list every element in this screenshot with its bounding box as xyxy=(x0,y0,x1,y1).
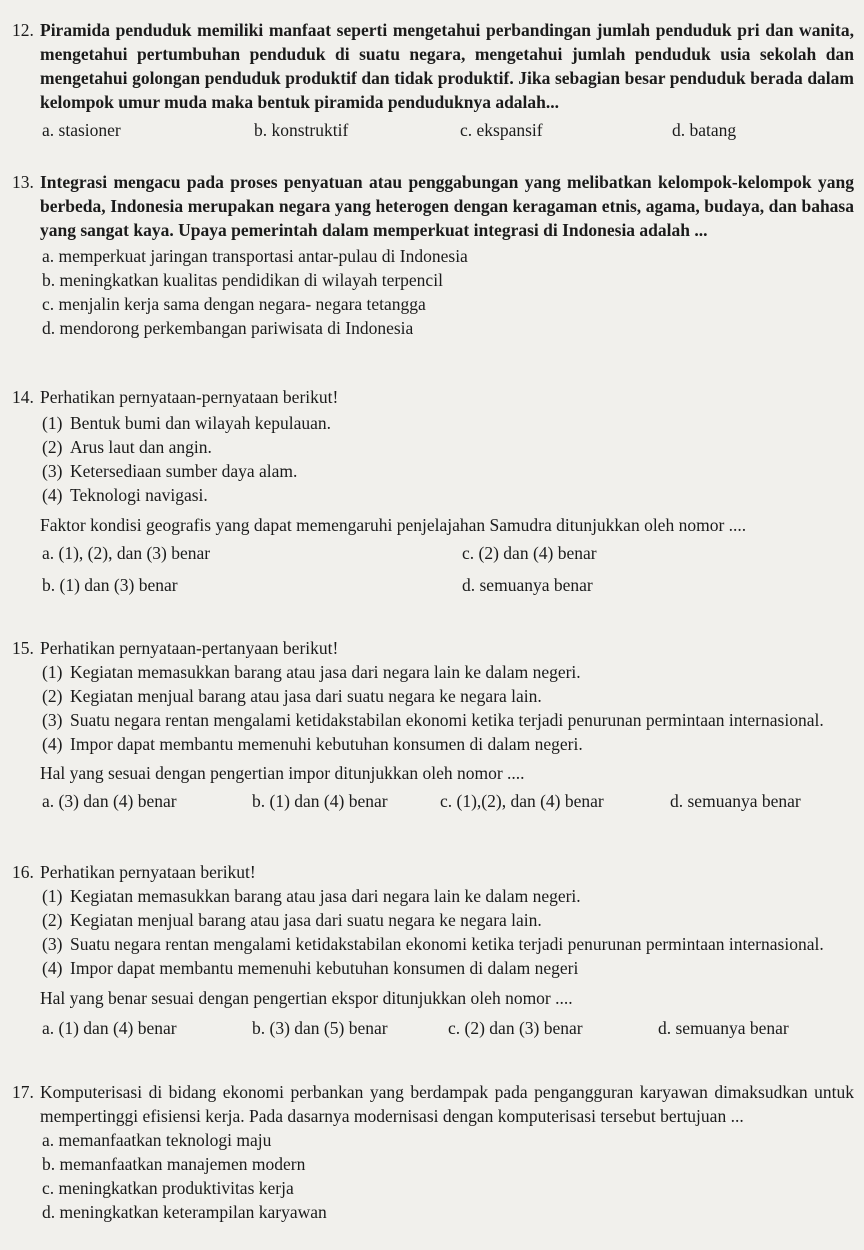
question-number: 13. xyxy=(12,172,34,192)
statement: (1) Bentuk bumi dan wilayah kepulauan. xyxy=(42,413,331,433)
option-b[interactable]: b. memanfaatkan manajemen modern xyxy=(42,1154,306,1174)
option-a[interactable]: a. stasioner xyxy=(42,120,121,140)
question-text: Perhatikan pernyataan-pernyataan berikut! xyxy=(40,387,339,407)
question-text: Integrasi mengacu pada proses penyatuan atau penggabungan yang melibatkan kelompok-kelompok yang berbeda, Indonesia merupakan negara yang heterogen dengan keragaman etnis, agama, budaya, dan bahasa yang sangat kaya. Upaya pemerintah dalam memperkuat integrasi di Indonesia adalah ... xyxy=(40,172,854,240)
question-16 xyxy=(12,860,854,1040)
statement: (4) Impor dapat membantu memenuhi kebutuhan konsumen di dalam negeri. xyxy=(42,734,583,754)
option-c[interactable]: c. (1),(2), dan (4) benar xyxy=(440,791,604,811)
question-number: 14. xyxy=(12,387,34,407)
statement: (2) Arus laut dan angin. xyxy=(42,437,212,457)
question-text: Perhatikan pernyataan-pertanyaan berikut! xyxy=(40,638,339,658)
options xyxy=(42,789,854,813)
option-c[interactable]: c. (2) dan (4) benar xyxy=(462,543,597,563)
option-d[interactable]: d. semuanya benar xyxy=(670,791,801,811)
question-number: 15. xyxy=(12,638,34,658)
options xyxy=(42,118,854,142)
option-d[interactable]: d. semuanya benar xyxy=(658,1018,789,1038)
options xyxy=(42,1016,854,1040)
statement: (3) Suatu negara rentan mengalami ketidakstabilan ekonomi ketika terjadi penurunan permintaan internasional. xyxy=(42,710,824,730)
option-c[interactable]: c. meningkatkan produktivitas kerja xyxy=(42,1178,294,1198)
statement: (2) Kegiatan menjual barang atau jasa dari suatu negara ke negara lain. xyxy=(42,686,542,706)
question-12 xyxy=(12,18,854,142)
option-d[interactable]: d. meningkatkan keterampilan karyawan xyxy=(42,1202,327,1222)
question-stem: Faktor kondisi geografis yang dapat memengaruhi penjelajahan Samudra ditunjukkan oleh nomor .... xyxy=(40,515,747,535)
option-c[interactable]: c. menjalin kerja sama dengan negara- negara tetangga xyxy=(42,294,426,314)
options xyxy=(42,1128,854,1224)
question-stem: Hal yang sesuai dengan pengertian impor ditunjukkan oleh nomor .... xyxy=(40,763,525,783)
statement: (4) Teknologi navigasi. xyxy=(42,485,208,505)
statement: (2) Kegiatan menjual barang atau jasa dari suatu negara ke negara lain. xyxy=(42,910,542,930)
question-text: Piramida penduduk memiliki manfaat seperti mengetahui perbandingan jumlah penduduk pri dan wanita, mengetahui pertumbuhan penduduk di suatu negara, mengetahui jumlah penduduk usia sekolah dan mengetahui golongan penduduk produktif dan tidak produktif. Jika sebagian besar penduduk berada dalam kelompok umur muda maka bentuk piramida penduduknya adalah... xyxy=(40,20,854,112)
statement: (1) Kegiatan memasukkan barang atau jasa dari negara lain ke dalam negeri. xyxy=(42,886,581,906)
question-number: 12. xyxy=(12,20,34,40)
question-17 xyxy=(12,1080,854,1224)
statement: (3) Ketersediaan sumber daya alam. xyxy=(42,461,298,481)
options xyxy=(42,244,854,340)
statement-list xyxy=(42,660,854,756)
option-a[interactable]: a. memanfaatkan teknologi maju xyxy=(42,1130,272,1150)
option-d[interactable]: d. batang xyxy=(672,120,737,140)
question-text: Komputerisasi di bidang ekonomi perbankan yang berdampak pada pengangguran karyawan dimaksudkan untuk mempertinggi efisiensi kerja. Pada dasarnya modernisasi dengan komputerisasi tersebut bertujuan ... xyxy=(40,1082,854,1126)
option-c[interactable]: c. (2) dan (3) benar xyxy=(448,1018,583,1038)
question-14 xyxy=(12,385,854,597)
statement-list xyxy=(42,884,854,980)
option-d[interactable]: d. semuanya benar xyxy=(462,575,593,595)
option-b[interactable]: b. konstruktif xyxy=(254,120,349,140)
question-number: 17. xyxy=(12,1082,34,1102)
option-d[interactable]: d. mendorong perkembangan pariwisata di Indonesia xyxy=(42,318,414,338)
question-number: 16. xyxy=(12,862,34,882)
question-15 xyxy=(12,636,854,813)
option-a[interactable]: a. memperkuat jaringan transportasi antar-pulau di Indonesia xyxy=(42,246,468,266)
options xyxy=(42,541,854,597)
option-b[interactable]: b. (1) dan (4) benar xyxy=(252,791,388,811)
option-a[interactable]: a. (1) dan (4) benar xyxy=(42,1018,177,1038)
option-a[interactable]: a. (1), (2), dan (3) benar xyxy=(42,543,211,563)
statement: (1) Kegiatan memasukkan barang atau jasa dari negara lain ke dalam negeri. xyxy=(42,662,581,682)
question-text: Perhatikan pernyataan berikut! xyxy=(40,862,256,882)
option-c[interactable]: c. ekspansif xyxy=(460,120,543,140)
option-b[interactable]: b. (3) dan (5) benar xyxy=(252,1018,388,1038)
option-a[interactable]: a. (3) dan (4) benar xyxy=(42,791,177,811)
question-stem: Hal yang benar sesuai dengan pengertian ekspor ditunjukkan oleh nomor .... xyxy=(40,988,573,1008)
statement: (4) Impor dapat membantu memenuhi kebutuhan konsumen di dalam negeri xyxy=(42,958,579,978)
option-b[interactable]: b. (1) dan (3) benar xyxy=(42,575,178,595)
statement: (3) Suatu negara rentan mengalami ketidakstabilan ekonomi ketika terjadi penurunan permintaan internasional. xyxy=(42,934,824,954)
statement-list xyxy=(42,411,854,507)
option-b[interactable]: b. meningkatkan kualitas pendidikan di wilayah terpencil xyxy=(42,270,443,290)
question-13 xyxy=(12,170,854,340)
